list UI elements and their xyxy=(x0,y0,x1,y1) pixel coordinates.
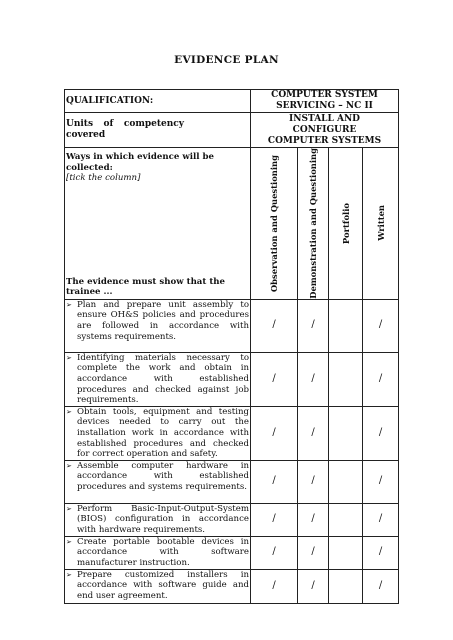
mark-written: / xyxy=(363,352,399,406)
mark-observation: / xyxy=(251,299,298,352)
mark-demonstration: / xyxy=(298,536,329,569)
mark-written: / xyxy=(363,536,399,569)
qualification-value: COMPUTER SYSTEM SERVICING – NC II xyxy=(251,90,399,113)
mark-demonstration: / xyxy=(298,406,329,460)
criterion-cell xyxy=(65,352,251,406)
units-value: INSTALL AND CONFIGURE COMPUTER SYSTEMS xyxy=(251,113,399,148)
mark-demonstration: / xyxy=(298,460,329,503)
table-row xyxy=(65,352,399,406)
table-row xyxy=(65,569,399,603)
mark-observation: / xyxy=(251,460,298,503)
criterion-text: Obtain tools, equipment and testing devices needed to carry out the installation work in accordance with established procedures and checked for correct operation and safety. xyxy=(77,406,249,460)
mark-written: / xyxy=(363,569,399,603)
col-header-written: Written xyxy=(363,148,399,300)
mark-observation: / xyxy=(251,569,298,603)
criterion-cell xyxy=(65,299,251,352)
col-header-demonstration: Demonstration and Questioning xyxy=(298,148,329,300)
table-row xyxy=(65,536,399,569)
header-row xyxy=(65,148,399,300)
col-header-portfolio: Portfolio xyxy=(329,148,363,300)
mark-written: / xyxy=(363,299,399,352)
criterion-cell xyxy=(65,460,251,503)
units-row xyxy=(65,113,399,148)
criterion-cell xyxy=(65,536,251,569)
criterion-text: Assemble computer hardware in accordance with established procedures and systems requirements. xyxy=(77,460,249,492)
table-row xyxy=(65,406,399,460)
col-header-observation: Observation and Questioning xyxy=(251,148,298,300)
table-row xyxy=(65,460,399,503)
qualification-label: QUALIFICATION: xyxy=(65,90,251,113)
bullet-icon: ➢ xyxy=(66,504,72,513)
ways-note: [tick the column] xyxy=(66,173,141,184)
criterion-cell xyxy=(65,569,251,603)
table-row xyxy=(65,299,399,352)
mark-demonstration: / xyxy=(298,503,329,536)
mark-written: / xyxy=(363,503,399,536)
bullet-icon: ➢ xyxy=(66,461,72,470)
criterion-text: Identifying materials necessary to complete the work and obtain in accordance with established procedures and checked against job requirements. xyxy=(77,352,249,406)
mark-observation: / xyxy=(251,352,298,406)
ways-heading: Ways in which evidence will be collected: xyxy=(66,152,214,173)
bullet-icon: ➢ xyxy=(66,570,72,579)
bullet-icon: ➢ xyxy=(66,407,72,416)
criterion-text: Plan and prepare unit assembly to ensure OH&S policies and procedures are followed in accordance with systems requirements. xyxy=(77,299,249,342)
mark-demonstration: / xyxy=(298,352,329,406)
mark-written: / xyxy=(363,460,399,503)
units-label: Units of competency covered xyxy=(65,113,251,148)
evidence-plan-table xyxy=(64,89,399,604)
mark-portfolio xyxy=(329,503,363,536)
criterion-cell xyxy=(65,503,251,536)
criterion-cell xyxy=(65,406,251,460)
table-row xyxy=(65,503,399,536)
mark-observation: / xyxy=(251,503,298,536)
qualification-row xyxy=(65,90,399,113)
bullet-icon: ➢ xyxy=(66,300,72,309)
mark-portfolio xyxy=(329,406,363,460)
mark-observation: / xyxy=(251,536,298,569)
bullet-icon: ➢ xyxy=(66,537,72,546)
mark-portfolio xyxy=(329,299,363,352)
criterion-text: Perform Basic-Input-Output-System (BIOS) configuration in accordance with hardware requirements. xyxy=(77,503,249,535)
evidence-header-cell xyxy=(65,148,251,300)
mark-written: / xyxy=(363,406,399,460)
mark-portfolio xyxy=(329,536,363,569)
evidence-heading: The evidence must show that the trainee ... xyxy=(66,276,226,298)
mark-portfolio xyxy=(329,352,363,406)
criterion-text: Create portable bootable devices in accordance with software manufacturer instruction. xyxy=(77,536,249,568)
mark-portfolio xyxy=(329,460,363,503)
page-title: EVIDENCE PLAN xyxy=(174,54,279,66)
mark-observation: / xyxy=(251,406,298,460)
mark-demonstration: / xyxy=(298,299,329,352)
mark-demonstration: / xyxy=(298,569,329,603)
bullet-icon: ➢ xyxy=(66,353,72,362)
mark-portfolio xyxy=(329,569,363,603)
criterion-text: Prepare customized installers in accordance with software guide and end user agreement. xyxy=(77,569,249,601)
